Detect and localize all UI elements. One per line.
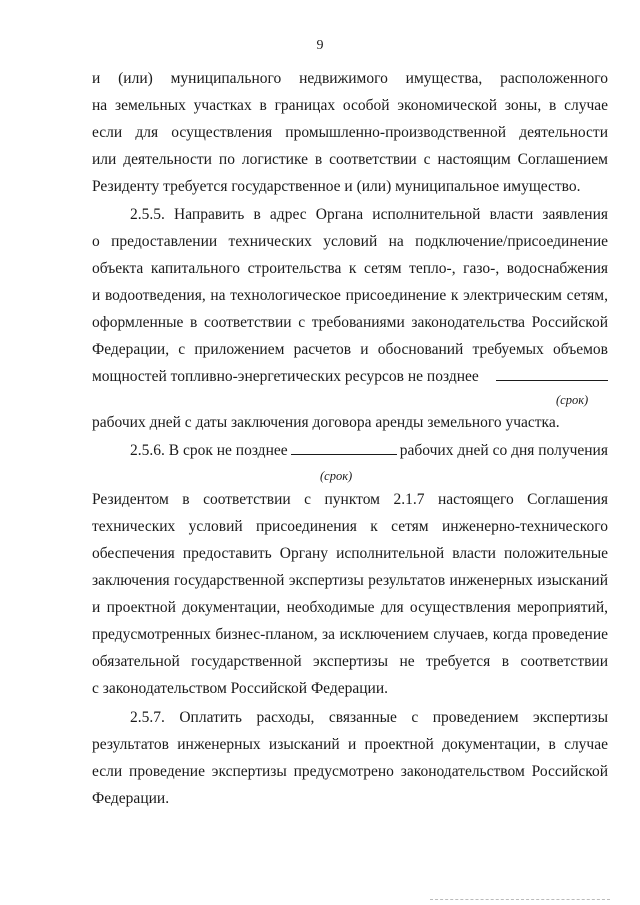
paragraph-line: обязательной государственной экспертизы не требуется в соответствии [92, 653, 608, 670]
paragraph-line: оформленные в соответствии с требованиями законодательства Российской [92, 314, 608, 331]
paragraph-line: если проведение экспертизы предусмотрено законодательством Российской [92, 763, 608, 780]
paragraph-line: предусмотренных бизнес-планом, за исключением случаев, когда проведение [92, 626, 608, 643]
paragraph-line: Федерации. [92, 790, 170, 807]
paragraph-line: на земельных участках в границах особой экономической зоны, в случае [92, 97, 608, 114]
paragraph-line: Резиденту требуется государственное и (или) муниципальное имущество. [92, 178, 581, 195]
paragraph-line-text: 2.5.6. В срок не позднее [130, 442, 288, 459]
paragraph-line: 2.5.5. Направить в адрес Органа исполнительной власти заявления [130, 206, 608, 223]
paragraph-line: с законодательством Российской Федерации. [92, 680, 389, 697]
deadline-blank-field [496, 366, 608, 381]
paragraph-line: технических условий присоединения к сетям инженерно-технического [92, 518, 608, 535]
paragraph-line: и проектной документации, необходимые для осуществления мероприятий, [92, 599, 608, 616]
paragraph-line-with-blank [130, 438, 608, 464]
paragraph-line: о предоставлении технических условий на подключение/присоединение [92, 233, 608, 250]
paragraph-line: и (или) муниципального недвижимого имущества, расположенного [92, 70, 608, 87]
paragraph-line: если для осуществления промышленно-производственной деятельности [92, 124, 608, 141]
deadline-note: (срок) [556, 393, 589, 407]
paragraph-line: объекта капитального строительства к сетям тепло-, газо-, водоснабжения [92, 260, 608, 277]
paragraph-line: рабочих дней с даты заключения договора аренды земельного участка. [92, 414, 560, 431]
paragraph-line: Федерации, с приложением расчетов и обоснований требуемых объемов [92, 341, 608, 358]
paragraph-line: Резидентом в соответствии с пунктом 2.1.7 настоящего Соглашения [92, 491, 608, 508]
paragraph-line: заключения государственной экспертизы результатов инженерных изысканий [92, 572, 608, 589]
paragraph-line: 2.5.7. Оплатить расходы, связанные с проведением экспертизы [130, 709, 608, 726]
paragraph-line-with-blank [92, 364, 608, 390]
paragraph-line-text: рабочих дней со дня получения [399, 442, 608, 459]
paragraph-line: обеспечения предоставить Органу исполнительной власти положительные [92, 545, 608, 562]
paragraph-line: или деятельности по логистике в соответствии с настоящим Соглашением [92, 151, 608, 168]
page-number: 9 [316, 38, 324, 53]
paragraph-line-text: мощностей топливно-энергетических ресурсов не позднее [92, 368, 479, 385]
scan-edge-divider [430, 899, 610, 901]
paragraph-line: и водоотведения, на технологическое присоединение к электрическим сетям, [92, 287, 608, 304]
deadline-blank-field [291, 440, 397, 455]
deadline-note: (срок) [320, 469, 353, 483]
paragraph-line: результатов инженерных изысканий и проектной документации, в случае [92, 736, 608, 753]
